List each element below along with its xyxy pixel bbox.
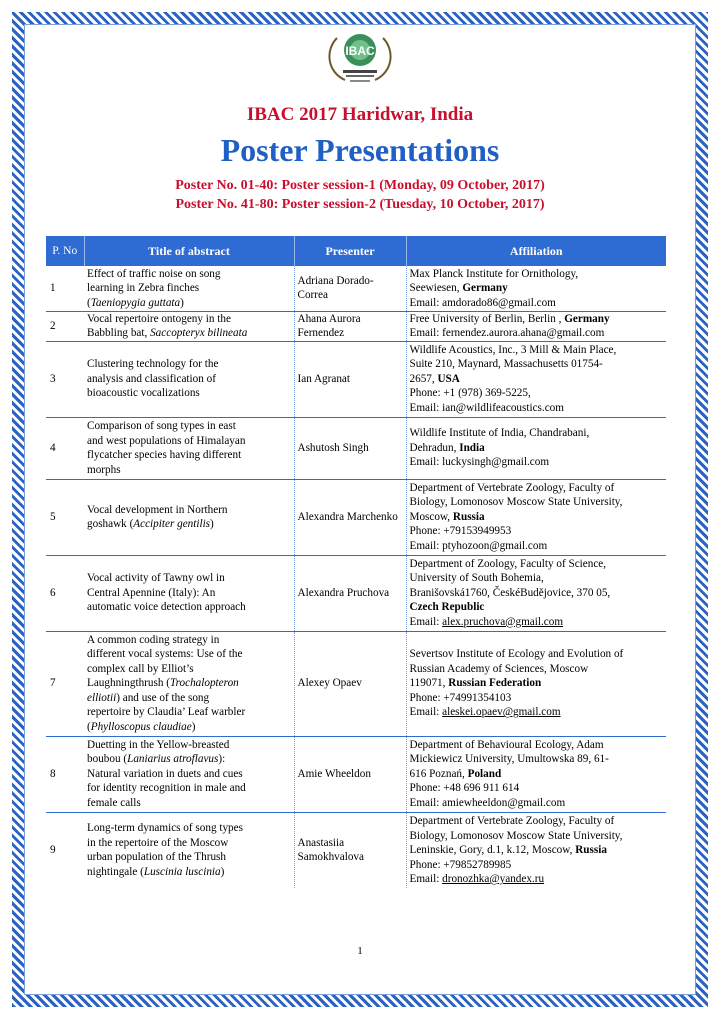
affiliation: Department of Vertebrate Zoology, Faculty of Biology, Lomonosov Moscow State University, Moscow, Russia Phone: +79153949953 Email: ptyhozoon@gmail.com: [406, 479, 666, 555]
poster-number: 8: [46, 736, 84, 812]
presenter: Alexandra Marchenko: [294, 479, 406, 555]
affiliation: Department of Behavioural Ecology, Adam Mickiewicz University, Umultowska 89, 61- 616 Poznań, Poland Phone: +48 696 911 614 Email: amiewheeldon@gmail.com: [406, 736, 666, 812]
affiliation: Wildlife Acoustics, Inc., 3 Mill & Main Place, Suite 210, Maynard, Massachusetts 01754- 2657, USA Phone: +1 (978) 369-5225, Email: ian@wildlifeacoustics.com: [406, 341, 666, 417]
table-row: [46, 341, 666, 417]
abstract-title: Long-term dynamics of song types in the repertoire of the Moscow urban population of the Thrush nightingale (Luscinia luscinia): [84, 812, 294, 888]
table-row: [46, 479, 666, 555]
col-header-title: Title of abstract: [84, 236, 294, 266]
presenter: Amie Wheeldon: [294, 736, 406, 812]
table-row: [46, 417, 666, 479]
abstract-title: Duetting in the Yellow-breasted boubou (Laniarius atroflavus): Natural variation in duets and cues for identity recognition in male and female calls: [84, 736, 294, 812]
presenter: Alexandra Pruchova: [294, 555, 406, 631]
poster-number: 1: [46, 266, 84, 311]
presenter: Ashutosh Singh: [294, 417, 406, 479]
col-header-presenter: Presenter: [294, 236, 406, 266]
affiliation: Department of Zoology, Faculty of Science, University of South Bohemia, Branišovská1760, ČeskéBudějovice, 370 05, Czech Republic Email: alex.pruchova@gmail.com: [406, 555, 666, 631]
affiliation: Free University of Berlin, Berlin , Germany Email: fernendez.aurora.ahana@gmail.com: [406, 311, 666, 341]
abstract-title: Vocal development in Northern goshawk (Accipiter gentilis): [84, 479, 294, 555]
poster-number: 4: [46, 417, 84, 479]
session-1-info: Poster No. 01-40: Poster session-1 (Monday, 09 October, 2017): [175, 178, 545, 193]
affiliation: Department of Vertebrate Zoology, Faculty of Biology, Lomonosov Moscow State University, Leninskie, Gory, d.1, k.12, Moscow, Russia Phone: +79852789985 Email: dronozhka@yandex.ru: [409, 815, 623, 885]
abstract-title: Clustering technology for the analysis and classification of bioacoustic vocalizations: [84, 341, 294, 417]
abstract-title: Comparison of song types in east and west populations of Himalayan flycatcher species having different morphs: [84, 417, 294, 479]
presenter: Alexey Opaev: [294, 631, 406, 736]
affiliation: Wildlife Institute of India, Chandrabani, Dehradun, India Email: luckysingh@gmail.com: [406, 417, 666, 479]
ibac-logo: [315, 28, 405, 90]
table-row: [46, 311, 666, 341]
table-row: [46, 266, 666, 311]
table-row: [46, 631, 666, 736]
table-row: [46, 736, 666, 812]
abstract-title: Effect of traffic noise on song learning in Zebra finches (Taeniopygia guttata): [84, 266, 294, 311]
poster-number: 6: [46, 555, 84, 631]
col-header-no: P. No: [46, 236, 84, 266]
table-header-row: [46, 236, 666, 266]
page-number: 1: [357, 945, 363, 957]
abstract-title: Vocal repertoire ontogeny in the Babbling bat, Saccopteryx bilineata: [84, 311, 294, 341]
abstract-title: Vocal activity of Tawny owl in Central Apennine (Italy): An automatic voice detection approach: [84, 555, 294, 631]
abstract-title: A common coding strategy in different vocal systems: Use of the complex call by Elliot’s Laughningthrush (Trochalopteron elliotii) and use of the song repertoire by Claudia’ Leaf warbler (Phylloscopus claudiae): [84, 631, 294, 736]
presenter: Anastasiia Samokhvalova: [294, 812, 406, 888]
page-title: Poster Presentations: [220, 132, 500, 168]
presenter: Adriana Dorado-Correa: [294, 266, 406, 311]
session-2-info: Poster No. 41-80: Poster session-2 (Tuesday, 10 October, 2017): [175, 197, 545, 212]
col-header-affiliation: Affiliation: [406, 236, 666, 266]
poster-number: 7: [46, 631, 84, 736]
presenter: Ahana Aurora Fernendez: [294, 311, 406, 341]
poster-number: 5: [46, 479, 84, 555]
presenter: Ian Agranat: [294, 341, 406, 417]
logo-text: IBAC: [345, 44, 375, 58]
affiliation: Max Planck Institute for Ornithology, Seewiesen, Germany Email: amdorado86@gmail.com: [406, 266, 666, 311]
poster-number: 3: [46, 341, 84, 417]
poster-number: 2: [46, 311, 84, 341]
affiliation: Severtsov Institute of Ecology and Evolution of Russian Academy of Sciences, Moscow 119071, Russian Federation Phone: +74991354103 Email: aleskei.opaev@gmail.com: [406, 631, 666, 736]
table-row: [46, 555, 666, 631]
poster-table: [46, 236, 666, 888]
poster-number: 9: [50, 844, 56, 856]
event-heading: IBAC 2017 Haridwar, India: [246, 104, 474, 125]
table-row: [46, 812, 666, 888]
